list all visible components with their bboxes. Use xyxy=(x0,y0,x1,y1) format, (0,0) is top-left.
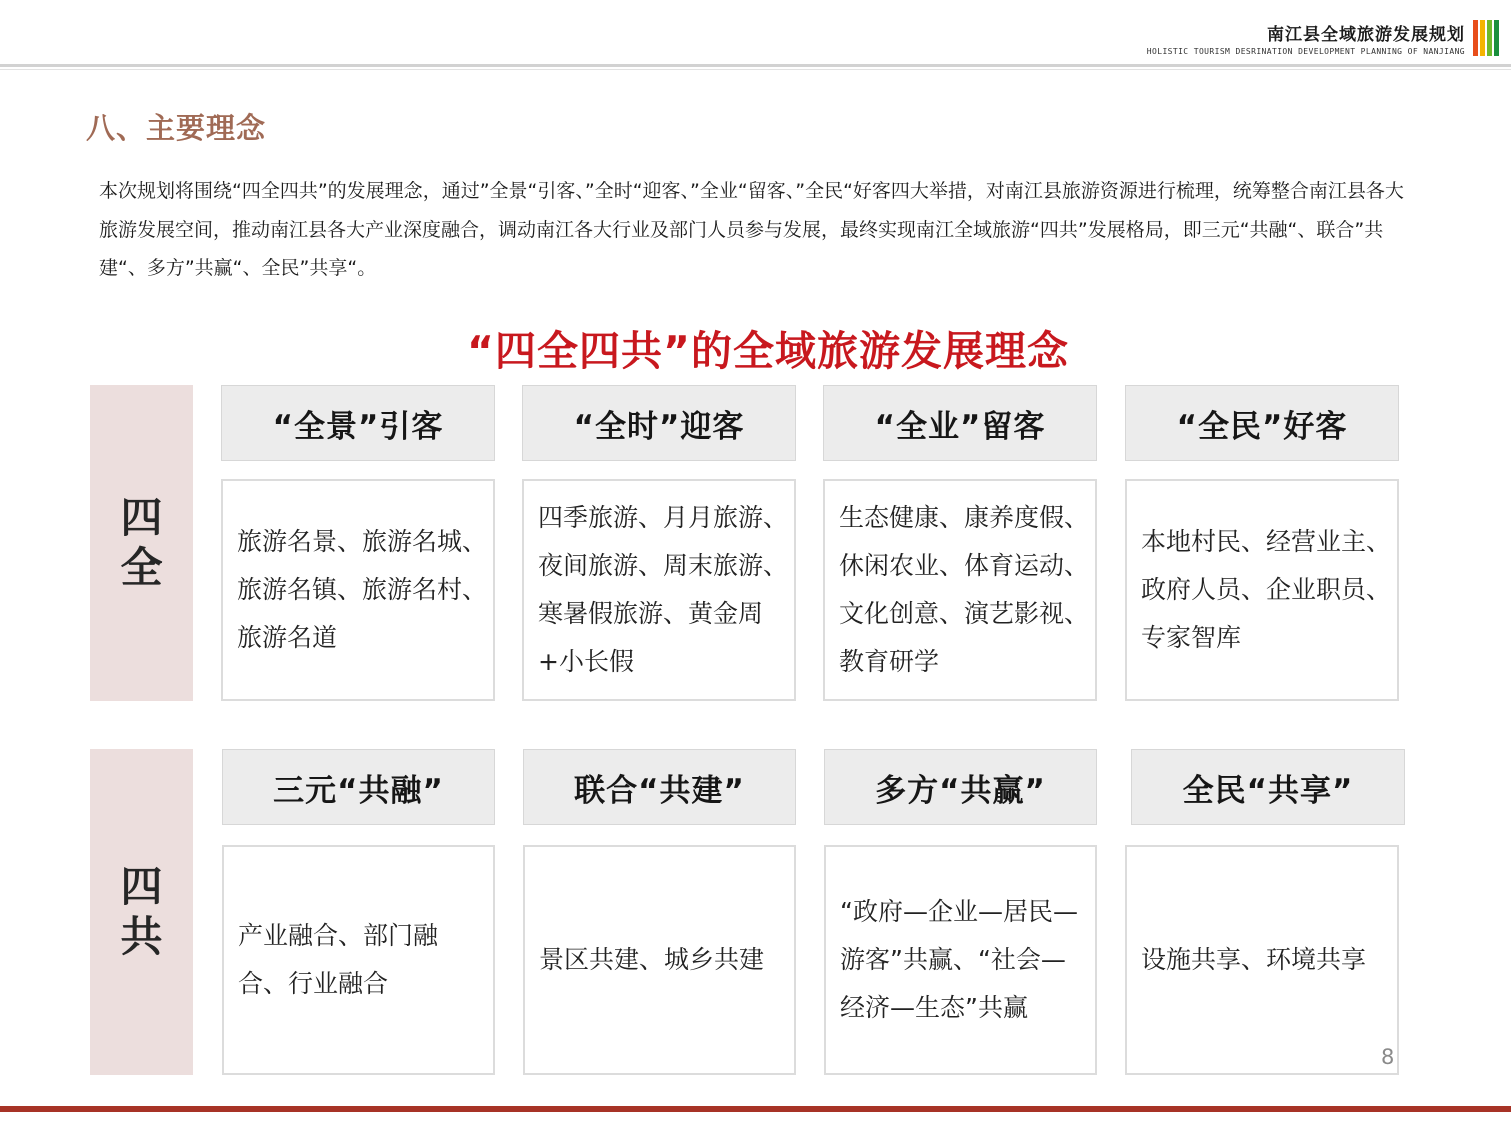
section-title: 八、主要理念 xyxy=(86,111,267,145)
document-subtitle: HOLISTIC TOURISM DESRINATION DEVELOPMENT PLANNING OF NANJIANG xyxy=(1146,47,1465,56)
si-quan-col1-body xyxy=(221,479,495,701)
si-gong-label-line1: 四 xyxy=(120,862,163,911)
intro-paragraph: 本次规划将围绕“四全四共”的发展理念，通过”全景“引客、”全时“迎客、”全业“留客、”全民“好客四大举措，对南江县旅游资源进行梳理，统筹整合南江县各大旅游发展空间，推动南江县各大产业深度融合，调动南江各大行业及部门人员参与发展，最终实现南江全域旅游“四共”发展格局，即三元“共融“、联合”共建“、多方”共赢“、全民”共享“。 xyxy=(99,180,1404,279)
si-quan-col2-text: 四季旅游、月月旅游、夜间旅游、周末旅游、寒暑假旅游、黄金周+小长假 xyxy=(538,503,789,676)
si-quan-col4-text: 本地村民、经营业主、政府人员、企业职员、专家智库 xyxy=(1141,527,1392,652)
brand-bar-lightgreen xyxy=(1487,20,1492,56)
si-gong-col3-text: “政府—企业—居民—游客”共赢、“社会—经济—生态”共赢 xyxy=(840,897,1078,1022)
si-gong-col1-text: 产业融合、部门融合、行业融合 xyxy=(238,921,439,998)
si-gong-col1-body xyxy=(222,845,495,1075)
si-quan-col3-text: 生态健康、康养度假、休闲农业、体育运动、文化创意、演艺影视、教育研学 xyxy=(839,503,1090,676)
si-gong-col3-body xyxy=(824,845,1097,1075)
si-gong-col4-title: 全民“共享” xyxy=(1131,749,1405,825)
header-divider-thin xyxy=(0,69,1511,70)
si-quan-label-line1: 四 xyxy=(120,493,163,542)
si-quan-label xyxy=(90,385,193,701)
si-quan-label-line2: 全 xyxy=(120,543,163,592)
si-quan-col4-body xyxy=(1125,479,1399,701)
si-gong-label xyxy=(90,749,193,1075)
footer-divider xyxy=(0,1106,1511,1112)
si-quan-col2-title: “全时”迎客 xyxy=(522,385,796,461)
document-title: 南江县全域旅游发展规划 xyxy=(1267,25,1465,45)
si-gong-col3-title: 多方“共赢” xyxy=(824,749,1097,825)
brand-logo-icon xyxy=(1473,20,1499,56)
brand-bar-yellow xyxy=(1480,20,1485,56)
diagram-title: “四全四共”的全域旅游发展理念 xyxy=(467,327,1069,375)
brand-bar-green xyxy=(1494,20,1499,56)
si-gong-col4-text: 设施共享、环境共享 xyxy=(1141,945,1367,974)
si-gong-label-line2: 共 xyxy=(120,912,163,961)
si-gong-col1-title: 三元“共融” xyxy=(222,749,495,825)
brand-bar-orange xyxy=(1473,20,1478,56)
si-gong-col4-body xyxy=(1125,845,1399,1075)
si-quan-col2-body xyxy=(522,479,796,701)
si-quan-col4-title: “全民”好客 xyxy=(1125,385,1399,461)
si-quan-col3-title: “全业”留客 xyxy=(823,385,1097,461)
si-gong-col2-title: 联合“共建” xyxy=(523,749,796,825)
si-gong-col2-body xyxy=(523,845,796,1075)
si-quan-col1-title: “全景”引客 xyxy=(221,385,495,461)
page-number: 8 xyxy=(1381,1045,1395,1069)
header-divider xyxy=(0,64,1511,67)
si-quan-col1-text: 旅游名景、旅游名城、旅游名镇、旅游名村、旅游名道 xyxy=(237,527,488,652)
si-quan-col3-body xyxy=(823,479,1097,701)
si-gong-col2-text: 景区共建、城乡共建 xyxy=(539,945,765,974)
